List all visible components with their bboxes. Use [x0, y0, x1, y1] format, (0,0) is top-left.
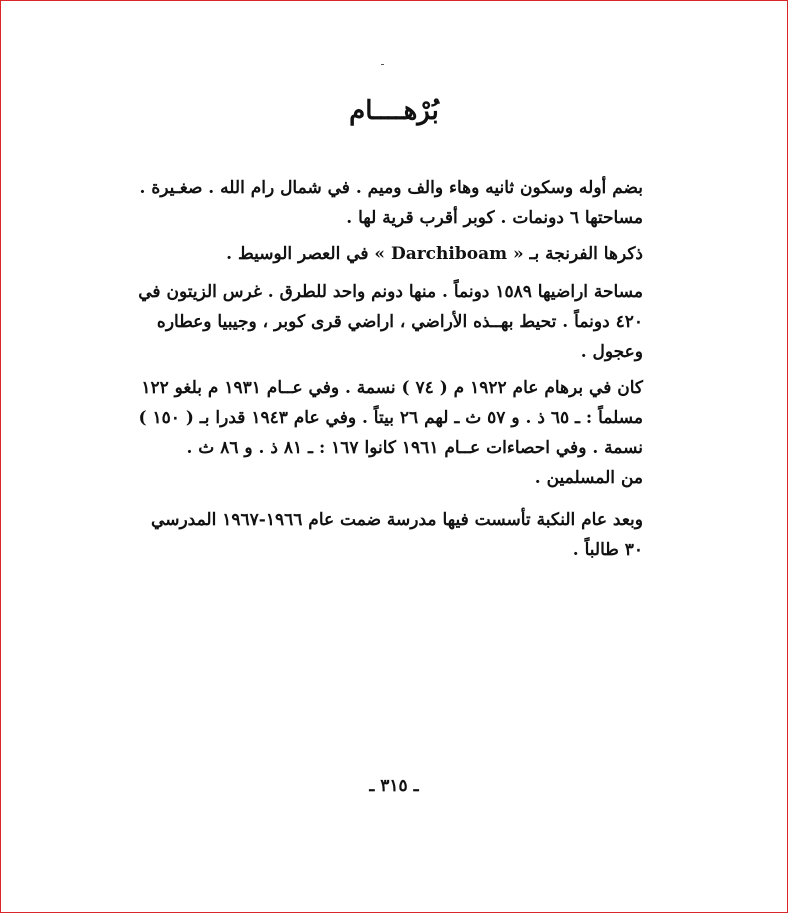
- paragraph-land-area: [138, 277, 643, 367]
- paragraph-school: [147, 505, 643, 565]
- paragraph-line: وعجول .: [580, 342, 643, 362]
- paragraph-line: كان في برهام عام ١٩٢٢ م ( ٧٤ ) نسمة . وفي عــام ١٩٣١ م بلغو ١٢٢: [141, 378, 643, 398]
- paragraph-line: مسلماً : ـ ٦٥ ذ . و ٥٧ ث ـ لهم ٢٦ بيتاً . وفي عام ١٩٤٣ قدرا بـ ( ١٥٠ ): [138, 408, 643, 428]
- paragraph-population: [138, 373, 643, 493]
- paragraph-pronunciation: [139, 173, 643, 233]
- paragraph-line: وبعد عام النكبة تأسست فيها مدرسة ضمت عام ١٩٦٦-١٩٦٧ المدرسي: [151, 510, 643, 530]
- paragraph-line: من المسلمين .: [534, 468, 643, 488]
- paragraph-crusader-name: [147, 239, 643, 269]
- paragraph-line: ٤٢٠ دونماً . تحيط بهــذه الأراضي ، اراضي قرى كوبر ، وجيبيا وعطاره: [156, 312, 643, 332]
- paragraph-line: ٣٠ طالباً .: [572, 540, 643, 560]
- page-number: ـ ٣١٥ ـ: [369, 776, 419, 796]
- paragraph-line: مساحة اراضيها ١٥٨٩ دونماً . منها دونم واحد للطرق . غرس الزيتون في: [138, 282, 643, 302]
- page-title: بُرْهــــام: [349, 96, 439, 126]
- print-mark: [381, 64, 384, 65]
- paragraph-line: مساحتها ٦ دونمات . كوبر أقرب قرية لها .: [346, 208, 643, 228]
- paragraph-line: بضم أوله وسكون ثانيه وهاء والف وميم . في شمال رام الله . صغـيرة .: [139, 178, 643, 198]
- paragraph-line: ذكرها الفرنجة بـ « Darchiboam » في العصر الوسيط .: [226, 244, 643, 264]
- paragraph-line: نسمة . وفي احصاءات عــام ١٩٦١ كانوا ١٦٧ : ـ ٨١ ذ . و ٨٦ ث .: [186, 438, 643, 458]
